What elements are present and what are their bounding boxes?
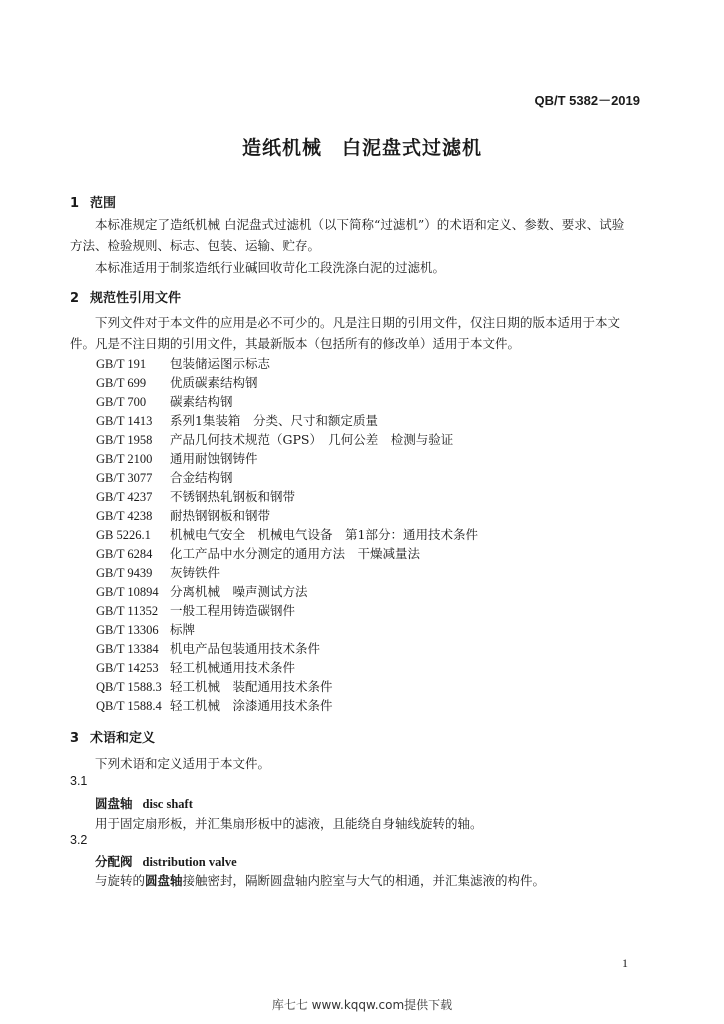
- section-2-heading: [70, 287, 181, 306]
- reference-item: [96, 449, 258, 467]
- reference-code: GB/T 191: [96, 357, 147, 371]
- reference-item: [96, 373, 258, 391]
- section-1-paragraph-2: 本标准适用于制浆造纸行业碱回收苛化工段洗涤白泥的过滤机。: [95, 260, 446, 275]
- reference-item: [96, 563, 220, 581]
- reference-title: 标牌: [169, 622, 195, 637]
- reference-title: 系列1集装箱 分类、尺寸和额定质量: [169, 413, 378, 428]
- reference-title: 一般工程用铸造碳钢件: [169, 603, 295, 618]
- reference-title: 灰铸铁件: [169, 565, 220, 580]
- section-1-paragraph-1: 本标准规定了造纸机械 白泥盘式过滤机（以下简称“过滤机”）的术语和定义、参数、要求、试验方法、检验规则、标志、包装、运输、贮存。: [70, 217, 625, 253]
- reference-item: [96, 506, 270, 524]
- definition-text: 与旋转的: [95, 873, 146, 888]
- section-3-intro: 下列术语和定义适用于本文件。: [95, 756, 271, 771]
- reference-title: 碳素结构钢: [169, 394, 233, 409]
- reference-title: 产品几何技术规范（GPS） 几何公差 检测与验证: [169, 432, 454, 447]
- section-title: 范围: [90, 196, 117, 211]
- reference-item: [96, 525, 478, 543]
- reference-item: [96, 392, 233, 410]
- reference-title: 优质碳素结构钢: [169, 375, 258, 390]
- section-title: 规范性引用文件: [90, 291, 182, 306]
- section-3-heading: [70, 727, 155, 746]
- term-number: 3.2: [70, 833, 88, 847]
- reference-item: [96, 677, 333, 695]
- reference-title: 不锈钢热轧钢板和钢带: [169, 489, 295, 504]
- reference-item: [96, 658, 295, 676]
- section-number: 3: [70, 731, 80, 746]
- reference-code: GB/T 4237: [96, 490, 153, 504]
- reference-title: 分离机械 噪声测试方法: [169, 584, 308, 599]
- reference-item: [96, 468, 233, 486]
- reference-code: GB/T 700: [96, 395, 147, 409]
- term-chinese: 分配阀: [95, 854, 133, 869]
- reference-title: 化工产品中水分测定的通用方法 干燥减量法: [169, 546, 420, 561]
- reference-code: GB/T 699: [96, 376, 147, 390]
- section-1-heading: [70, 192, 116, 211]
- reference-title: 合金结构钢: [169, 470, 233, 485]
- reference-title: 机电产品包装通用技术条件: [169, 641, 320, 656]
- reference-item: [96, 639, 320, 657]
- reference-item: [96, 487, 295, 505]
- reference-code: GB/T 13306: [96, 623, 159, 637]
- page-number: 1: [622, 956, 628, 970]
- reference-code: QB/T 1588.4: [96, 699, 162, 713]
- term-chinese: 圆盘轴: [95, 796, 133, 811]
- standard-number: QB/T 5382－2019: [534, 93, 640, 108]
- section-2-intro: 下列文件对于本文件的应用是必不可少的。凡是注日期的引用文件，仅注日期的版本适用于本文件。凡是不注日期的引用文件，其最新版本（包括所有的修改单）适用于本文件。: [70, 315, 621, 351]
- reference-title: 耐热钢钢板和钢带: [169, 508, 270, 523]
- reference-code: GB/T 11352: [96, 604, 159, 618]
- reference-item: [96, 620, 195, 638]
- reference-item: [96, 601, 295, 619]
- term-number: 3.1: [70, 774, 88, 788]
- reference-title: 轻工机械 装配通用技术条件: [169, 679, 333, 694]
- document-title: 造纸机械 白泥盘式过滤机: [241, 137, 482, 159]
- reference-item: [96, 411, 378, 429]
- term-english: distribution valve: [142, 855, 237, 869]
- reference-code: QB/T 1588.3: [96, 680, 162, 694]
- reference-code: GB/T 6284: [96, 547, 153, 561]
- reference-title: 通用耐蚀钢铸件: [169, 451, 258, 466]
- reference-code: GB/T 1958: [96, 433, 153, 447]
- reference-item: [96, 582, 308, 600]
- reference-code: GB/T 14253: [96, 661, 159, 675]
- reference-code: GB/T 1413: [96, 414, 153, 428]
- reference-title: 包装储运图示标志: [169, 356, 270, 371]
- term-definition: 用于固定扇形板，并汇集扇形板中的滤液，且能绕自身轴线旋转的轴。: [95, 816, 483, 831]
- reference-item: [96, 430, 453, 448]
- reference-title: 轻工机械 涂漆通用技术条件: [169, 698, 333, 713]
- reference-title: 轻工机械通用技术条件: [169, 660, 295, 675]
- reference-item: [96, 354, 270, 372]
- reference-code: GB/T 3077: [96, 471, 153, 485]
- reference-code: GB/T 9439: [96, 566, 153, 580]
- definition-text: 接触密封，隔断圆盘轴内腔室与大气的相通，并汇集滤液的构件。: [182, 873, 546, 888]
- term-english: disc shaft: [142, 797, 193, 811]
- reference-item: [96, 696, 333, 714]
- reference-item: [96, 544, 420, 562]
- reference-code: GB/T 4238: [96, 509, 153, 523]
- reference-code: GB/T 10894: [96, 585, 159, 599]
- section-number: 1: [70, 196, 80, 211]
- term-heading: [95, 794, 193, 812]
- section-number: 2: [70, 291, 80, 306]
- reference-title: 机械电气安全 机械电气设备 第1部分：通用技术条件: [169, 527, 478, 542]
- definition-term-reference: 圆盘轴: [145, 873, 183, 888]
- reference-code: GB/T 13384: [96, 642, 159, 656]
- reference-code: GB/T 2100: [96, 452, 153, 466]
- term-heading: [95, 852, 237, 870]
- download-footer: 库七七 www.kqqw.com提供下载: [271, 998, 453, 1012]
- term-definition: [95, 871, 545, 889]
- reference-code: GB 5226.1: [96, 528, 151, 542]
- section-title: 术语和定义: [90, 731, 156, 746]
